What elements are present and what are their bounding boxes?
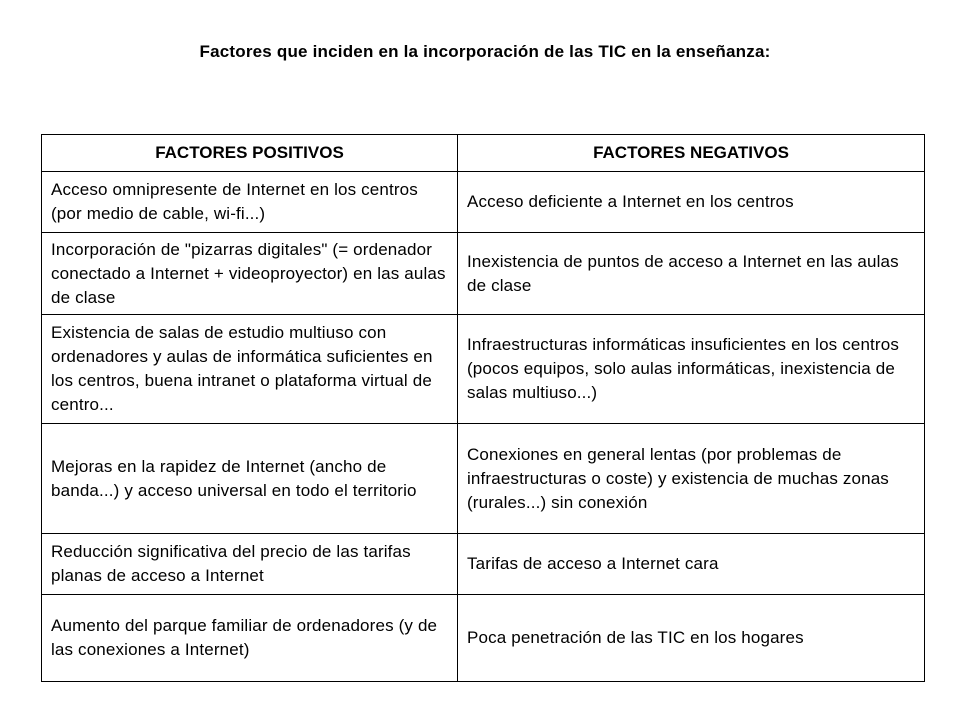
positive-factor-cell: Acceso omnipresente de Internet en los centros (por medio de cable, wi-fi...) [42, 172, 458, 233]
negative-factor-cell: Poca penetración de las TIC en los hogares [458, 595, 925, 682]
positive-factor-cell: Existencia de salas de estudio multiuso con ordenadores y aulas de informática suficientes en los centros, buena intranet o plataforma virtual de centro... [42, 315, 458, 424]
table-row [42, 172, 925, 233]
positive-factor-cell: Aumento del parque familiar de ordenadores (y de las conexiones a Internet) [42, 595, 458, 682]
positive-factor-cell: Mejoras en la rapidez de Internet (ancho de banda...) y acceso universal en todo el territorio [42, 424, 458, 534]
negative-factor-cell: Conexiones en general lentas (por problemas de infraestructuras o coste) y existencia de muchas zonas (rurales...) sin conexión [458, 424, 925, 534]
factors-table [41, 134, 925, 682]
negative-factor-cell: Acceso deficiente a Internet en los centros [458, 172, 925, 233]
table-row [42, 595, 925, 682]
table-row [42, 233, 925, 315]
page-title: Factores que inciden en la incorporación de las TIC en la enseñanza: [199, 42, 771, 61]
table-row [42, 424, 925, 534]
positive-factor-cell: Reducción significativa del precio de las tarifas planas de acceso a Internet [42, 534, 458, 595]
table-row [42, 315, 925, 424]
negative-factor-cell: Tarifas de acceso a Internet cara [458, 534, 925, 595]
negative-factor-cell: Inexistencia de puntos de acceso a Internet en las aulas de clase [458, 233, 925, 315]
positive-factor-cell: Incorporación de "pizarras digitales" (= ordenador conectado a Internet + videoproyector) en las aulas de clase [42, 233, 458, 315]
table-header-row [42, 135, 925, 172]
header-positive-factors: FACTORES POSITIVOS [42, 135, 458, 172]
header-negative-factors: FACTORES NEGATIVOS [458, 135, 925, 172]
negative-factor-cell: Infraestructuras informáticas insuficientes en los centros (pocos equipos, solo aulas informáticas, inexistencia de salas multiuso...) [458, 315, 925, 424]
table-row [42, 534, 925, 595]
